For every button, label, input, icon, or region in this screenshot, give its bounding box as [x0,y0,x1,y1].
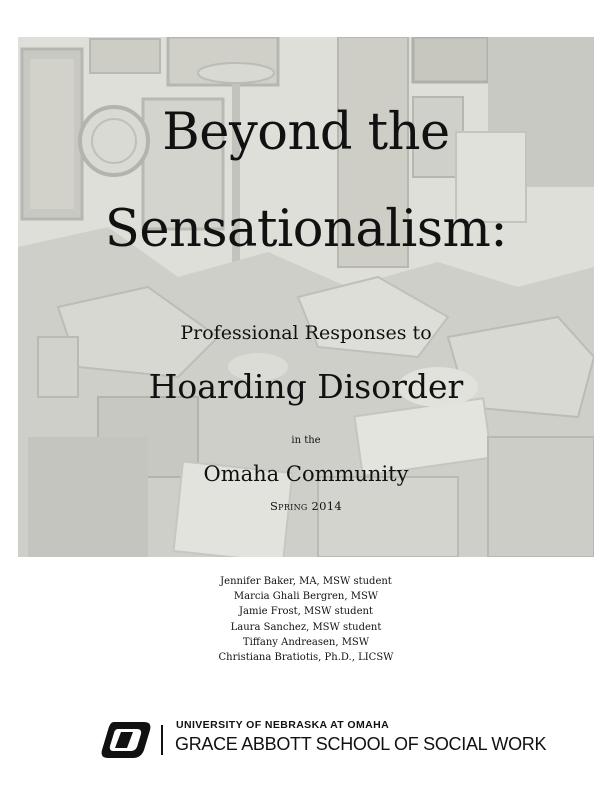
logo-divider [161,725,163,755]
author-item: Christiana Bratiotis, Ph.D., LICSW [218,652,394,664]
author-item: Laura Sanchez, MSW student [230,621,382,633]
author-item: Marcia Ghali Bergren, MSW [233,591,379,603]
title-line-2: Sensationalism: [104,200,508,259]
cover-title-block [18,37,594,557]
subtitle: Professional Responses to [180,322,432,344]
school-name: GRACE ABBOTT SCHOOL OF SOCIAL WORK [175,734,547,754]
community-heading: Omaha Community [203,462,409,486]
institution-footer [100,716,547,766]
author-list [0,574,612,665]
topic-heading: Hoarding Disorder [148,367,464,406]
term-label: Spring 2014 [269,499,343,513]
author-item: Jamie Frost, MSW student [239,606,373,618]
author-item: Jennifer Baker, MA, MSW student [220,576,392,587]
author-item: Tiffany Andreasen, MSW [242,636,370,648]
connector-text: in the [291,435,321,446]
title-line-1: Beyond the [162,103,450,162]
university-name: UNIVERSITY OF NEBRASKA AT OMAHA [176,719,390,731]
university-o-logo [100,720,152,760]
